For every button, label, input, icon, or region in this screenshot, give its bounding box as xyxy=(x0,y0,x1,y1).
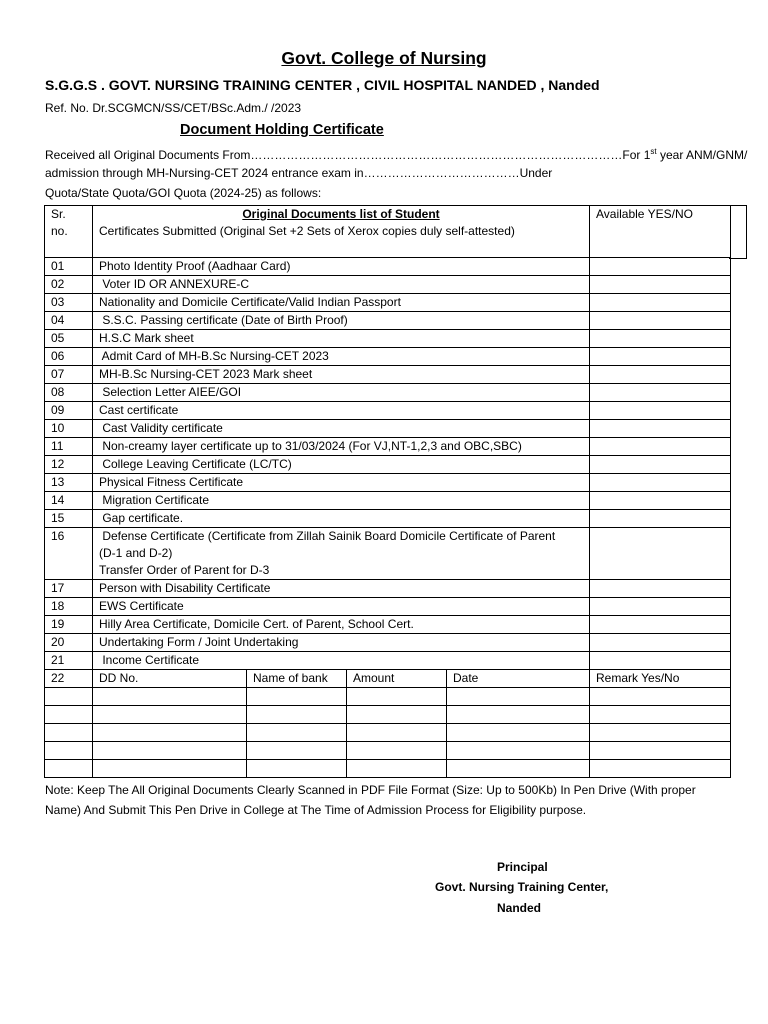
blank-row xyxy=(45,688,731,706)
document-name-cell: Cast certificate xyxy=(93,402,590,420)
available-cell[interactable] xyxy=(590,384,731,402)
sr-no-cell: 02 xyxy=(45,276,93,294)
sr-no-header xyxy=(45,206,93,258)
document-name-cell: Non-creamy layer certificate up to 31/03/2024 (For VJ,NT-1,2,3 and OBC,SBC) xyxy=(93,438,590,456)
intro-line-2: admission through MH-Nursing-CET 2024 entrance exam in…………………………………Under xyxy=(45,166,553,180)
document-name-cell: Income Certificate xyxy=(93,652,590,670)
sr-no-cell: 15 xyxy=(45,510,93,528)
available-cell[interactable] xyxy=(590,348,731,366)
amount-header: Amount xyxy=(347,670,447,688)
table-row xyxy=(45,616,731,634)
document-name-cell: EWS Certificate xyxy=(93,598,590,616)
blank-row xyxy=(45,742,731,760)
available-cell[interactable] xyxy=(590,312,731,330)
document-name-cell: Admit Card of MH-B.Sc Nursing-CET 2023 xyxy=(93,348,590,366)
remark-header: Remark Yes/No xyxy=(590,670,731,688)
blank-cell[interactable] xyxy=(247,760,347,778)
signatory-location: Nanded xyxy=(497,901,542,915)
sr-header-line-2: no. xyxy=(51,224,68,238)
sr-no-cell: 18 xyxy=(45,598,93,616)
blank-cell[interactable] xyxy=(347,706,447,724)
available-cell[interactable] xyxy=(590,474,731,492)
table-row xyxy=(45,634,731,652)
sr-no-cell: 10 xyxy=(45,420,93,438)
document-name-cell: Migration Certificate xyxy=(93,492,590,510)
sr-no-cell: 14 xyxy=(45,492,93,510)
table-row xyxy=(45,474,731,492)
blank-cell[interactable] xyxy=(447,706,590,724)
document-name-cell: Nationality and Domicile Certificate/Valid Indian Passport xyxy=(93,294,590,312)
table-row xyxy=(45,438,731,456)
blank-cell[interactable] xyxy=(590,688,731,706)
blank-cell[interactable] xyxy=(347,688,447,706)
blank-cell[interactable] xyxy=(247,688,347,706)
table-row xyxy=(45,276,731,294)
sr-no-cell: 09 xyxy=(45,402,93,420)
document-name-cell xyxy=(93,528,590,580)
document-name-cell: Physical Fitness Certificate xyxy=(93,474,590,492)
blank-cell[interactable] xyxy=(45,742,93,760)
document-name-line: Defense Certificate (Certificate from Zillah Sainik Board Domicile Certificate of Parent xyxy=(99,529,556,543)
available-cell[interactable] xyxy=(590,438,731,456)
intro-line-1-sup: st xyxy=(650,147,657,156)
blank-cell[interactable] xyxy=(447,724,590,742)
table-row xyxy=(45,402,731,420)
table-row xyxy=(45,384,731,402)
document-name-cell: Voter ID OR ANNEXURE-C xyxy=(93,276,590,294)
document-name-cell: MH-B.Sc Nursing-CET 2023 Mark sheet xyxy=(93,366,590,384)
table-edge-box xyxy=(729,205,747,259)
table-row xyxy=(45,580,731,598)
table-row xyxy=(45,258,731,276)
sr-header-line-1: Sr. xyxy=(51,207,66,221)
sr-no-cell: 19 xyxy=(45,616,93,634)
table-row xyxy=(45,330,731,348)
available-cell[interactable] xyxy=(590,580,731,598)
document-name-cell: Hilly Area Certificate, Domicile Cert. of Parent, School Cert. xyxy=(93,616,590,634)
table-row xyxy=(45,456,731,474)
institution-name: S.G.G.S . GOVT. NURSING TRAINING CENTER , CIVIL HOSPITAL NANDED , Nanded xyxy=(45,77,600,93)
table-row xyxy=(45,294,731,312)
blank-cell[interactable] xyxy=(45,760,93,778)
blank-cell[interactable] xyxy=(590,724,731,742)
available-header: Available YES/NO xyxy=(590,206,731,258)
document-name-cell: S.S.C. Passing certificate (Date of Birth Proof) xyxy=(93,312,590,330)
sr-no-cell: 16 xyxy=(45,528,93,580)
sr-no-cell: 21 xyxy=(45,652,93,670)
available-cell[interactable] xyxy=(590,492,731,510)
sr-no-cell: 11 xyxy=(45,438,93,456)
blank-row xyxy=(45,724,731,742)
available-cell[interactable] xyxy=(590,528,731,580)
blank-cell[interactable] xyxy=(447,742,590,760)
blank-cell[interactable] xyxy=(93,742,247,760)
certificate-title: Document Holding Certificate xyxy=(180,122,384,138)
table-row xyxy=(45,652,731,670)
table-row xyxy=(45,492,731,510)
blank-cell[interactable] xyxy=(93,760,247,778)
available-cell[interactable] xyxy=(590,366,731,384)
intro-line-1-tail: year ANM/GNM/ xyxy=(656,148,748,162)
document-name-cell: Gap certificate. xyxy=(93,510,590,528)
table-row xyxy=(45,312,731,330)
intro-line-1-text: Received all Original Documents From…………………………………………………………………………………For 1 xyxy=(45,148,651,162)
document-name-cell: Person with Disability Certificate xyxy=(93,580,590,598)
blank-cell[interactable] xyxy=(590,706,731,724)
blank-cell[interactable] xyxy=(247,724,347,742)
document-name-cell: Undertaking Form / Joint Undertaking xyxy=(93,634,590,652)
available-cell[interactable] xyxy=(590,258,731,276)
blank-cell[interactable] xyxy=(347,760,447,778)
available-cell[interactable] xyxy=(590,276,731,294)
document-name-cell: Selection Letter AIEE/GOI xyxy=(93,384,590,402)
blank-cell[interactable] xyxy=(45,706,93,724)
available-cell[interactable] xyxy=(590,402,731,420)
date-header: Date xyxy=(447,670,590,688)
documents-list-subtitle: Certificates Submitted (Original Set +2 Sets of Xerox copies duly self-attested) xyxy=(99,224,515,238)
sr-no-cell: 01 xyxy=(45,258,93,276)
table-row xyxy=(45,528,731,580)
table-row xyxy=(45,510,731,528)
blank-cell[interactable] xyxy=(247,706,347,724)
document-name-cell: College Leaving Certificate (LC/TC) xyxy=(93,456,590,474)
sr-no-cell: 20 xyxy=(45,634,93,652)
available-cell[interactable] xyxy=(590,294,731,312)
available-cell[interactable] xyxy=(590,420,731,438)
signatory-title: Principal xyxy=(497,860,548,874)
blank-cell[interactable] xyxy=(45,688,93,706)
blank-cell[interactable] xyxy=(93,688,247,706)
bank-name-header: Name of bank xyxy=(247,670,347,688)
blank-cell[interactable] xyxy=(447,760,590,778)
document-name-cell: H.S.C Mark sheet xyxy=(93,330,590,348)
blank-cell[interactable] xyxy=(590,742,731,760)
table-row xyxy=(45,420,731,438)
available-cell[interactable] xyxy=(590,330,731,348)
sr-no-cell: 07 xyxy=(45,366,93,384)
table-row xyxy=(45,348,731,366)
reference-number: Ref. No. Dr.SCGMCN/SS/CET/BSc.Adm./ /2023 xyxy=(45,101,302,115)
available-cell[interactable] xyxy=(590,652,731,670)
sr-no-cell: 06 xyxy=(45,348,93,366)
documents-list-header xyxy=(93,206,590,258)
document-name-cell: Cast Validity certificate xyxy=(93,420,590,438)
available-cell[interactable] xyxy=(590,598,731,616)
sr-no-cell: 05 xyxy=(45,330,93,348)
intro-line-1 xyxy=(45,147,747,162)
blank-cell[interactable] xyxy=(590,760,731,778)
table-row xyxy=(45,366,731,384)
sr-no-cell: 08 xyxy=(45,384,93,402)
document-name-cell: Photo Identity Proof (Aadhaar Card) xyxy=(93,258,590,276)
sr-no-cell: 13 xyxy=(45,474,93,492)
dd-no-header: DD No. xyxy=(93,670,247,688)
document-name-line: Transfer Order of Parent for D-3 xyxy=(99,563,270,577)
available-cell[interactable] xyxy=(590,616,731,634)
document-name-line: (D-1 and D-2) xyxy=(99,546,173,560)
signatory-institution: Govt. Nursing Training Center, xyxy=(435,880,609,894)
documents-list-title: Original Documents list of Student xyxy=(242,207,440,221)
sr-no-cell: 12 xyxy=(45,456,93,474)
note-text: Note: Keep The All Original Documents Clearly Scanned in PDF File Format (Size: Up to 500Kb) In Pen Drive (With proper Name) And Submit This Pen Drive in College at The Time of Admission Process for Eligibility purpose. xyxy=(45,783,696,817)
blank-cell[interactable] xyxy=(347,724,447,742)
blank-row xyxy=(45,706,731,724)
blank-row xyxy=(45,760,731,778)
blank-cell[interactable] xyxy=(45,724,93,742)
sr-no-cell: 17 xyxy=(45,580,93,598)
available-cell[interactable] xyxy=(590,456,731,474)
blank-cell[interactable] xyxy=(347,742,447,760)
blank-cell[interactable] xyxy=(447,688,590,706)
page-title: Govt. College of Nursing xyxy=(281,48,487,68)
intro-line-3: Quota/State Quota/GOI Quota (2024-25) as follows: xyxy=(45,186,322,200)
available-cell[interactable] xyxy=(590,510,731,528)
blank-cell[interactable] xyxy=(247,742,347,760)
sr-no-cell: 03 xyxy=(45,294,93,312)
sr-no-cell: 22 xyxy=(45,670,93,688)
available-cell[interactable] xyxy=(590,634,731,652)
table-header-row xyxy=(45,206,731,258)
sr-no-cell: 04 xyxy=(45,312,93,330)
table-row xyxy=(45,598,731,616)
blank-cell[interactable] xyxy=(93,724,247,742)
table-row xyxy=(45,670,731,688)
blank-cell[interactable] xyxy=(93,706,247,724)
documents-table xyxy=(44,205,731,778)
